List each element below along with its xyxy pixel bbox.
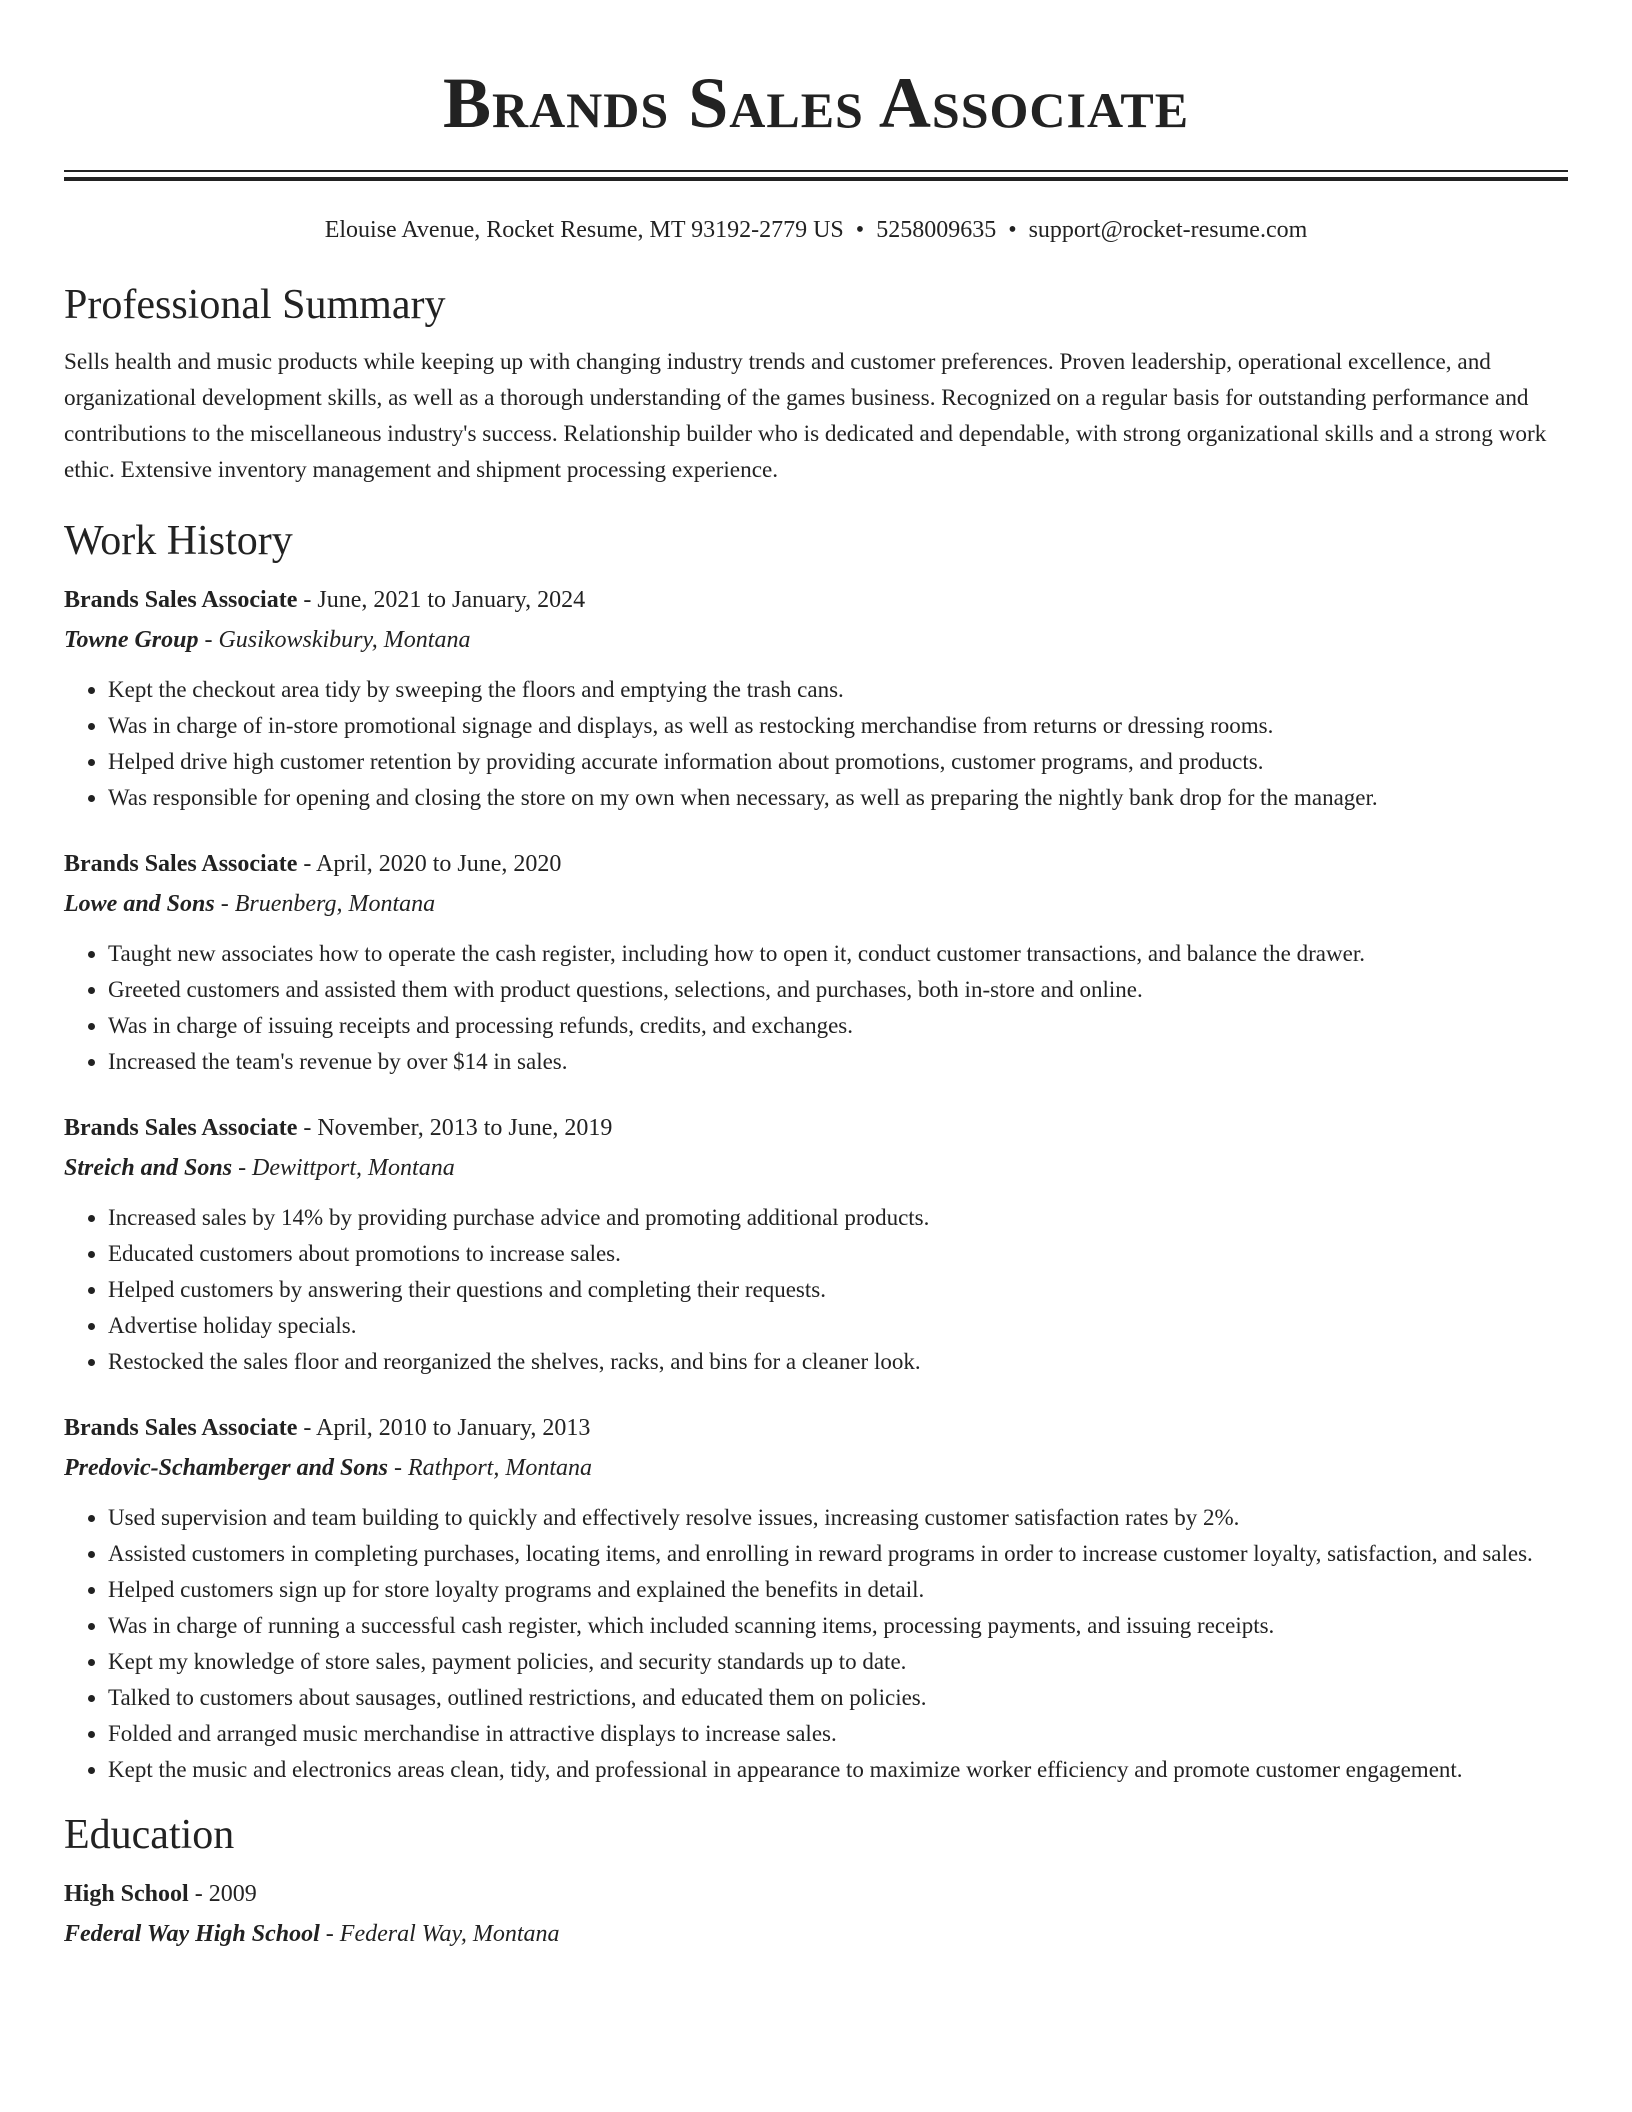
job-bullet: • Talked to customers about sausages, outlined restrictions, and educated them on policies. (108, 1680, 1568, 1716)
employer-location: - Bruenberg, Montana (220, 891, 436, 917)
summary-heading: Professional Summary (64, 282, 446, 328)
education-entry (64, 1874, 1568, 1954)
job-dates: - April, 2020 to June, 2020 (303, 851, 562, 877)
job-bullet: • Advertise holiday specials. (108, 1308, 1568, 1344)
job-bullets (64, 1200, 1568, 1380)
job-title: Brands Sales Associate (64, 1115, 298, 1141)
degree-line (64, 1874, 1568, 1914)
job-title: Brands Sales Associate (64, 1415, 298, 1441)
job-bullet: • Kept the checkout area tidy by sweeping the floors and emptying the trash cans. (108, 672, 1568, 708)
school-line (64, 1914, 1568, 1954)
job-entry (64, 1108, 1568, 1380)
job-dates: - June, 2021 to January, 2024 (303, 587, 586, 613)
job-bullet: • Kept my knowledge of store sales, payment policies, and security standards up to date. (108, 1644, 1568, 1680)
employer-line (64, 620, 1568, 660)
employer-location: - Gusikowskibury, Montana (204, 627, 471, 653)
job-title: Brands Sales Associate (64, 587, 298, 613)
job-bullet: • Was responsible for opening and closing the store on my own when necessary, as well as preparing the nightly bank drop for the manager. (108, 780, 1568, 816)
work-history-heading: Work History (64, 518, 293, 564)
job-entry (64, 580, 1568, 816)
job-bullets (64, 1500, 1568, 1788)
job-bullet: • Used supervision and team building to quickly and effectively resolve issues, increasing customer satisfaction rates by 2%. (108, 1500, 1568, 1536)
job-bullet: • Taught new associates how to operate the cash register, including how to open it, conduct customer transactions, and balance the drawer. (108, 936, 1568, 972)
job-title-line (64, 1408, 1568, 1448)
job-title: Brands Sales Associate (64, 851, 298, 877)
contact-separator: • (855, 217, 865, 243)
title-divider (64, 170, 1568, 181)
employer-name: Streich and Sons (64, 1155, 233, 1181)
job-bullet: • Helped customers sign up for store loyalty programs and explained the benefits in detail. (108, 1572, 1568, 1608)
job-bullet: • Helped customers by answering their questions and completing their requests. (108, 1272, 1568, 1308)
degree-name: High School (64, 1881, 189, 1907)
job-bullet: • Assisted customers in completing purchases, locating items, and enrolling in reward programs in order to increase customer loyalty, satisfaction, and sales. (108, 1536, 1568, 1572)
job-title-line (64, 844, 1568, 884)
job-bullet: • Increased sales by 14% by providing purchase advice and promoting additional products. (108, 1200, 1568, 1236)
employer-line (64, 1448, 1568, 1488)
employer-name: Lowe and Sons (64, 891, 215, 917)
job-title-line (64, 580, 1568, 620)
summary-section (64, 280, 1568, 488)
job-bullet: • Helped drive high customer retention by providing accurate information about promotions, customer programs, and products. (108, 744, 1568, 780)
contact-separator: • (1008, 217, 1017, 243)
job-bullet: • Was in charge of issuing receipts and processing refunds, credits, and exchanges. (108, 1008, 1568, 1044)
school-name: Federal Way High School (64, 1921, 320, 1947)
job-bullet: • Greeted customers and assisted them with product questions, selections, and purchases, both in-store and online. (108, 972, 1568, 1008)
job-bullets (64, 672, 1568, 816)
resume-title: Brands Sales Associate (442, 63, 1190, 143)
job-dates: - November, 2013 to June, 2019 (303, 1115, 613, 1141)
employer-line (64, 1148, 1568, 1188)
education-heading: Education (64, 1812, 235, 1858)
job-bullets (64, 936, 1568, 1080)
job-bullet: • Kept the music and electronics areas clean, tidy, and professional in appearance to maximize worker efficiency and promote customer engagement. (108, 1752, 1568, 1788)
contact-email: support@rocket-resume.com (1028, 217, 1308, 243)
job-entry (64, 1408, 1568, 1788)
education-section (64, 1810, 1568, 1954)
employer-location: - Dewittport, Montana (238, 1155, 455, 1181)
job-entry (64, 844, 1568, 1080)
job-bullet: • Restocked the sales floor and reorganized the shelves, racks, and bins for a cleaner look. (108, 1344, 1568, 1380)
job-bullet: • Increased the team's revenue by over $14 in sales. (108, 1044, 1568, 1080)
summary-text: Sells health and music products while keeping up with changing industry trends and customer preferences. Proven leadership, operational excellence, and organizational development skills, as well as a thorough understanding of the games business. Recognized on a regular basis for outstanding performance and contributions to the miscellaneous industry's success. Relationship builder who is dedicated and dependable, with strong organizational skills and a strong work ethic. Extensive inventory management and shipment processing experience. (64, 349, 1547, 483)
job-title-line (64, 1108, 1568, 1148)
employer-name: Predovic-Schamberger and Sons (64, 1455, 388, 1481)
job-bullet: • Folded and arranged music merchandise in attractive displays to increase sales. (108, 1716, 1568, 1752)
degree-year: - 2009 (194, 1881, 257, 1907)
contact-address: Elouise Avenue, Rocket Resume, MT 93192-2779 US (324, 217, 844, 243)
job-bullet: • Was in charge of running a successful cash register, which included scanning items, processing payments, and issuing receipts. (108, 1608, 1568, 1644)
job-bullet: • Was in charge of in-store promotional signage and displays, as well as restocking merchandise from returns or dressing rooms. (108, 708, 1568, 744)
contact-line (64, 214, 1568, 246)
employer-line (64, 884, 1568, 924)
work-history-section (64, 516, 1568, 1788)
job-dates: - April, 2010 to January, 2013 (303, 1415, 591, 1441)
employer-name: Towne Group (64, 627, 199, 653)
employer-location: - Rathport, Montana (394, 1455, 592, 1481)
contact-phone: 5258009635 (876, 217, 997, 243)
school-location: - Federal Way, Montana (325, 1921, 560, 1947)
job-bullet: • Educated customers about promotions to increase sales. (108, 1236, 1568, 1272)
